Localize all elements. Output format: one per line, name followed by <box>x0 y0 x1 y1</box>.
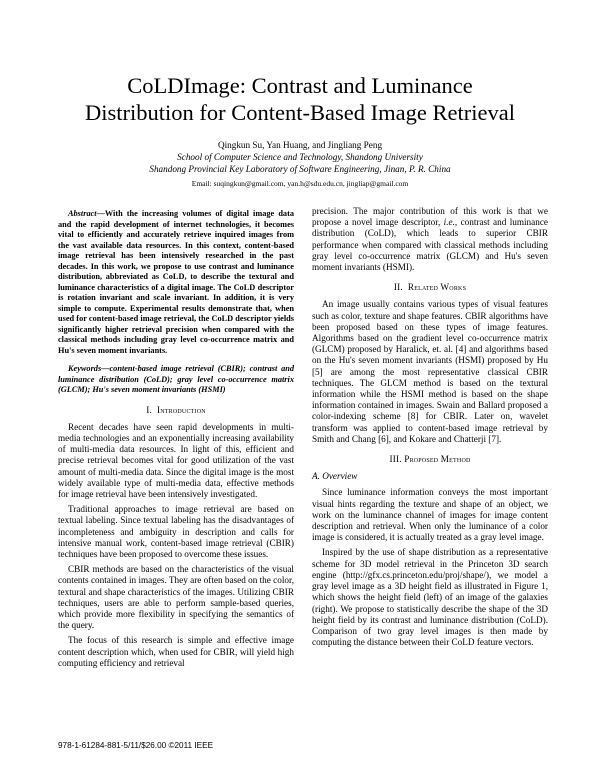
keywords-text: —content-based image retrieval (CBIR); contrast and luminance distribution (CoLD); gray level co-occurrence matrix (GLCM); Hu's seven moment invariants (HSMI) <box>58 364 294 394</box>
paper-title <box>40 72 560 126</box>
title-line-1: CoLDImage: Contrast and Luminance <box>127 73 473 98</box>
keywords-lead: Keywords <box>68 364 102 373</box>
section-1-number: I. <box>146 404 152 415</box>
related-paragraph-1: An image usually contains various types of visual features such as color, texture and shape features. CBIR algorithms have been proposed based on these types of image features. Algorithms based on the gradient level co-occurrence matrix (GLCM) proposed by Haralick, et. al. [4] and algorithms based on the Hu's seven moment invariants (HSMI) proposed by Hu [5] are among the most representative classical CBIR techniques. The GLCM method is based on the textural information while the HSMI method is based on the shape information contained in images. Swain and Ballard proposed a color-indexing scheme [8] for CBIR. Later on, wavelet transform was applied to content-based image retrieval by Smith and Chang [6], and Kokare and Chatterji [7]. <box>312 299 548 444</box>
intro-paragraph-1: Recent decades have seen rapid developments in multi-media technologies and an exponentially increasing availability of multi-media data resources. In light of this, efficient and precise retrieval becomes vital for good utilization of the vast amount of multi-media data. Since the digital image is the most widely available type of multi-media data, effective methods for image retrieval have been intensively investigated. <box>58 421 294 499</box>
subsection-overview: A. Overview <box>312 471 358 482</box>
section-heading-proposed-method <box>312 454 548 465</box>
intro-paragraph-4: The focus of this research is simple and effective image content description which, when used for CBIR, will yield high computing efficiency and retrieval <box>58 635 294 668</box>
author-email: Email: suqingkun@gmail.com, yan.h@sdu.edu.cn, jingliap@gmail.com <box>191 179 409 188</box>
section-2-number: II. <box>393 282 403 293</box>
intro-paragraph-2: Traditional approaches to image retrieval are based on textual labeling. Since textual labeling has the disadvantages of incompleteness and ambiguity in description and calls for intensive manual work, content-based image retrieval (CBIR) techniques have been proposed to overcome these issues. <box>58 504 294 559</box>
section-1-title: Introduction <box>156 404 206 415</box>
section-3-title: Proposed Method <box>404 454 471 465</box>
method-paragraph-1: Since luminance information conveys the most important visual hints regarding the texture and shape of an object, we work on the luminance channel of images for image content description and retrieval. When only the luminance of a color image is considered, it is actually treated as a gray level image. <box>312 487 548 543</box>
right-column <box>312 206 548 652</box>
title-line-2: Distribution for Content-Based Image Retrieval <box>85 100 515 125</box>
method-paragraph-2: Inspired by the use of shape distribution as a representative scheme for 3D model retrieval in the Princeton 3D search engine (http://gfx.cs.princeton.edu/proj/shape/), we model a gray level image as a 3D height field as illustrated in Figure 1, which shows the height field (left) of an image of the galaxies (right). We propose to statistically describe the shape of the 3D height field by its contrast and luminance distribution (CoLD). Comparison of two gray level images is then made by computing the distance between their CoLD feature vectors. <box>312 547 548 648</box>
section-heading-related-works <box>312 282 548 293</box>
intro-cont-a: precision. The major contribution of this work is that we propose a novel image descriptor, <box>312 206 548 228</box>
intro-paragraph-3: CBIR methods are based on the characteristics of the visual contents contained in images. They are often based on the color, textural and shape characteristics of the images. Utilizing CBIR techniques, users are able to perform sample-based queries, which provide more flexibility in specifying the semantics of the query. <box>58 564 294 631</box>
keywords <box>58 364 294 396</box>
abstract <box>58 209 294 356</box>
abstract-text: —With the increasing volumes of digital image data and the rapid development of internet technologies, it becomes vital to efficiently and accurately retrieve inquired images from the vast available data resources. In this context, content-based image retrieval has been intensively researched in the past decades. In this work, we propose to use contrast and luminance distribution, abbreviated as CoLD, to describe the textural and luminance characteristics of a digital image. The CoLD descriptor is rotation invariant and scale invariant. In addition, it is very simple to compute. Experimental results demonstrate that, when used for content-based image retrieval, the CoLD descriptor yields significantly higher retrieval precision when compared with the classical methods including gray level co-occurrence matrix and Hu's seven moment invariants. <box>58 209 294 355</box>
section-heading-introduction <box>58 405 294 416</box>
section-2-title: Related Works <box>407 282 467 293</box>
section-3-number: III. <box>389 454 402 465</box>
author-names: Qingkun Su, Yan Huang, and Jingliang Peng <box>217 140 383 150</box>
intro-paragraph-4-continued <box>312 206 548 273</box>
affiliation-2: Shandong Provincial Key Laboratory of Software Engineering, Jinan, P. R. China <box>149 164 451 174</box>
affiliation-1: School of Computer Science and Technology, Shandong University <box>177 152 423 162</box>
abstract-lead: Abstract <box>68 209 97 218</box>
left-column <box>58 209 294 673</box>
author-block <box>40 139 560 190</box>
intro-ie: i.e. <box>443 217 455 228</box>
intro-cont-b: , contrast and luminance distribution (CoLD), which leads to superior CBIR performance when compared with classical methods including gray level co-occurrence matrix (GLCM) and Hu's seven moment invariants (HSMI). <box>312 217 548 273</box>
copyright-footer: 978-1-61284-881-5/11/$26.00 ©2011 IEEE <box>58 741 214 750</box>
